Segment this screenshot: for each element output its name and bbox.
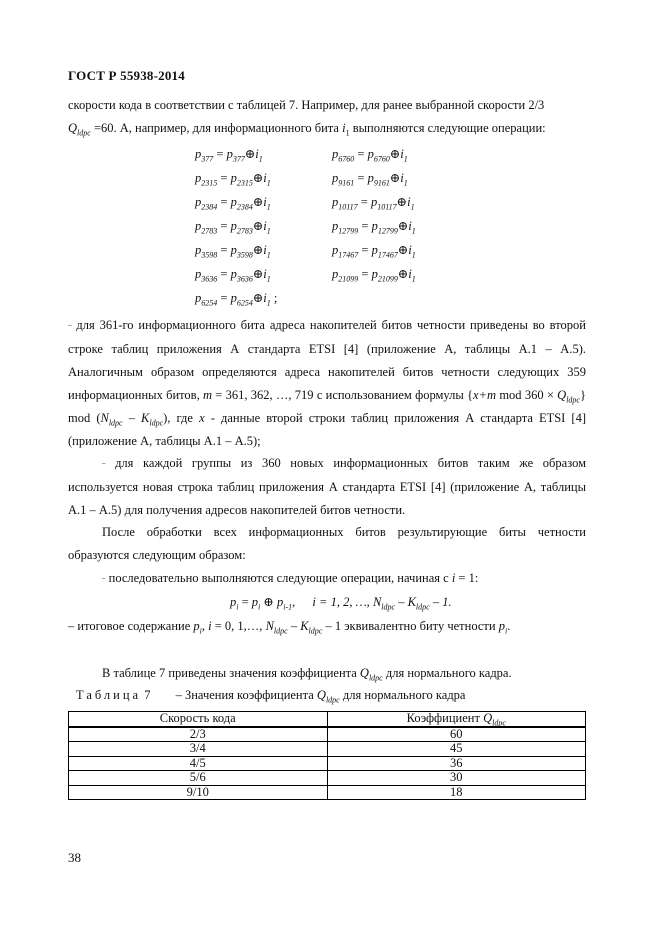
eq-part: p [230, 243, 237, 257]
coef-header-sub: ldpc [492, 718, 506, 728]
coef-header-q: Q [483, 711, 493, 725]
formula-s1: i [236, 602, 239, 612]
para6-text2: для нормального кадра. [382, 666, 512, 680]
eq-part: = [217, 291, 231, 305]
eq-part: 6760 [338, 154, 355, 164]
caption-q-sub: ldpc [325, 695, 340, 705]
k-var: K [300, 619, 309, 633]
document-header: ГОСТ Р 55938-2014 [68, 68, 185, 83]
paragraph-after-processing: После обработки всех информационных битов результирующие биты четности образуются следующим образом: [68, 525, 586, 562]
table-row [69, 771, 586, 786]
table-row [69, 727, 586, 742]
intro-line1: скорости кода в соответствии с таблицей 7. Например, для ранее выбранной скорости 2/3 [68, 98, 545, 112]
para1-text1: для 361-го информационного бита адреса накопителей битов четности приведены во второй строке таблиц приложения А стандарта ETSI [4] (приложение А, таблицы А.1 – А.5). Аналогичным образом определяются адреса накопителей битов четности следующих 359 информационных битов, [68, 318, 586, 402]
formula-k-sub: ldpc [415, 602, 430, 612]
eq-part: = [217, 195, 231, 209]
eq-part: p [195, 267, 202, 281]
eq-part: 1 [403, 178, 408, 188]
eq-part: ⊕ [252, 267, 264, 281]
coef-header-text: Коэффициент [406, 711, 484, 725]
eq-part: 1 [411, 226, 416, 236]
xor-operator: ⊕ [260, 595, 278, 609]
p-sub: i [199, 626, 202, 636]
eq-part: p [195, 243, 202, 257]
eq-part: ⊕ [397, 219, 409, 233]
q-sub: ldpc [368, 673, 383, 683]
eq-part: = [213, 147, 227, 161]
eq-part: 2315 [236, 178, 253, 188]
eq-part: i [263, 243, 267, 257]
eq-part: p [371, 243, 378, 257]
eq-part: ⊕ [244, 147, 256, 161]
paragraph-groups [68, 452, 586, 522]
cell-rate: 9/10 [69, 785, 328, 800]
eq-part: i [400, 147, 404, 161]
eq-part: = [357, 195, 371, 209]
paragraph-final-content [68, 615, 586, 638]
para4-text: последовательно выполняются следующие операции, начиная с [105, 571, 452, 585]
eq-part: p [332, 171, 339, 185]
list-dash: – [102, 574, 106, 583]
paragraph-sequential [68, 567, 586, 591]
formula-range: i = 1, 2, …, [312, 595, 373, 609]
eq-part: p [371, 219, 378, 233]
q-var: Q [359, 666, 369, 680]
table-caption [76, 688, 465, 703]
cell-rate: 4/5 [69, 756, 328, 771]
parity-equation-left-0 [195, 146, 263, 162]
x-var: x [473, 387, 479, 402]
minus-sign: – [122, 410, 142, 425]
para5-text5: . [507, 619, 511, 633]
p-var: p [193, 619, 200, 633]
eq-part: 1 [410, 202, 415, 212]
eq-part: i [408, 267, 412, 281]
parity-equation-left-5 [195, 266, 271, 282]
parity-equation-right-4 [332, 242, 416, 258]
eq-part: p [370, 195, 378, 209]
n-var: N [100, 410, 109, 425]
eq-part: i [263, 267, 267, 281]
caption-text1: – Значения коэффициента [175, 688, 317, 702]
para1-text3: mod 360 × [496, 387, 558, 402]
eq-part: 1 [411, 250, 416, 260]
eq-part: ⊕ [252, 243, 264, 257]
eq-part: p [230, 195, 237, 209]
eq-part: 1 [266, 202, 271, 212]
eq-part: p [230, 171, 237, 185]
eq-part: 1 [411, 274, 416, 284]
para1-text2: = 361, 362, …, 719 с использованием формулы { [212, 387, 474, 402]
eq-part: = [358, 243, 372, 257]
eq-part: 21099 [338, 274, 359, 284]
eq-part: 6254 [236, 298, 253, 308]
formula-p3: p [277, 595, 284, 609]
eq-part: p [195, 195, 202, 209]
parity-equation-left-1 [195, 170, 271, 186]
eq-part: 12799 [338, 226, 359, 236]
q-sub: ldpc [566, 395, 580, 405]
caption-number: 7 [144, 688, 151, 702]
bit-symbol: i [342, 121, 346, 135]
eq-part: 2315 [201, 178, 218, 188]
eq-part: p [371, 267, 378, 281]
eq-part: 1 [266, 250, 271, 260]
formula-n-sub: ldpc [381, 602, 396, 612]
eq-part: 3636 [236, 274, 253, 284]
i-var: i [451, 571, 456, 585]
x-var-2: x [199, 410, 205, 425]
parity-equation-right-1 [332, 170, 408, 186]
eq-part: p [332, 195, 339, 209]
caption-q: Q [316, 688, 326, 702]
eq-part: 3598 [201, 250, 218, 260]
para1-text6: - данные второй строки таблиц приложения А стандарта ETSI [4] (приложение А, таблицы А.1 – А.5); [68, 410, 587, 448]
eq-part: p [332, 267, 339, 281]
column-header-rate: Скорость кода [69, 712, 328, 727]
cell-coef: 36 [327, 756, 586, 771]
eq-part: = [217, 171, 231, 185]
eq-part: = [217, 267, 231, 281]
bit-subscript: 1 [345, 128, 350, 138]
list-dash: – [102, 459, 106, 468]
eq-part: 9161 [338, 178, 355, 188]
eq-part: 6760 [373, 154, 390, 164]
formula-end: – 1. [429, 595, 452, 609]
cell-rate: 5/6 [69, 771, 328, 786]
eq-part: 2783 [236, 226, 253, 236]
eq-part: ⊕ [252, 291, 264, 305]
table-body [69, 727, 586, 800]
parity-equation-left-4 [195, 242, 271, 258]
eq-part: 17467 [338, 250, 359, 260]
eq-part: ⊕ [252, 171, 264, 185]
parity-equation-right-5 [332, 266, 416, 282]
eq-part: 1 [266, 178, 271, 188]
eq-part: i [408, 219, 412, 233]
eq-part: i [400, 171, 404, 185]
para2-text: для каждой группы из 360 новых информационных битов таким же образом используется новая строка таблиц приложения А стандарта ETSI [4] (приложение А, таблицы А.1 – А.5) для получения адресов накопителей битов четности. [68, 456, 586, 517]
table-header-row [69, 712, 586, 727]
formula-eq: = [238, 595, 252, 609]
eq-part: i [255, 147, 259, 161]
eq-part: 12799 [377, 226, 398, 236]
eq-part: 17467 [377, 250, 398, 260]
eq-part: = [354, 147, 368, 161]
eq-part: p [195, 291, 202, 305]
formula-s3: i-1 [283, 602, 293, 612]
p-sub-2: i [504, 626, 508, 636]
eq-part: i [263, 195, 267, 209]
cell-rate: 3/4 [69, 742, 328, 757]
k-sub: ldpc [149, 418, 164, 428]
n-sub: ldpc [273, 626, 288, 636]
eq-part: 1 [266, 298, 271, 308]
minus: – [287, 619, 301, 633]
formula-p1: p [230, 595, 237, 609]
caption-label: Таблица [76, 688, 142, 702]
cell-rate: 2/3 [69, 727, 328, 742]
n-sub: ldpc [108, 418, 123, 428]
eq-part: p [332, 219, 339, 233]
eq-part: p [226, 147, 233, 161]
eq-part: 21099 [377, 274, 398, 284]
cell-coef: 30 [327, 771, 586, 786]
para5-text3: = 0, 1,…, [211, 619, 266, 633]
q-var: Q [557, 387, 567, 402]
eq-part: = [217, 219, 231, 233]
eq-part: i [407, 195, 411, 209]
intro-line2-mid: =60. А, например, для информационного бита [90, 121, 343, 135]
parity-equation-right-0 [332, 146, 408, 162]
parity-equation-left-3 [195, 218, 271, 234]
paragraph-361-bit [68, 314, 586, 453]
eq-part: = [354, 171, 368, 185]
eq-part: p [230, 291, 237, 305]
page-number: 38 [68, 850, 81, 865]
eq-part: 10117 [338, 202, 358, 212]
eq-part: 10117 [377, 202, 397, 212]
formula-s2: i [258, 602, 261, 612]
n-var: N [265, 619, 274, 633]
eq-part: ⊕ [389, 147, 401, 161]
formula-minus: – [395, 595, 408, 609]
list-dash: – [68, 321, 72, 330]
parity-formula: $p_i = p_i$ ⊕ $p_{i-1}$, i = 1, 2, …, $N_{ldpc} - K_{ldpc} - 1$. [230, 595, 452, 612]
cell-coef: 18 [327, 785, 586, 800]
para4-eq: = 1: [455, 571, 479, 585]
eq-part: i [263, 171, 267, 185]
eq-part: 377 [232, 154, 245, 164]
formula-k: K [407, 595, 416, 609]
eq-part: ⊕ [397, 243, 409, 257]
q-symbol: Q [68, 121, 78, 135]
eq-part: p [230, 219, 237, 233]
eq-part: p [332, 147, 339, 161]
coefficient-table [68, 711, 586, 800]
i-var: i [208, 619, 212, 633]
cell-coef: 60 [327, 727, 586, 742]
formula-n: N [372, 595, 382, 609]
paragraph-table-intro [68, 662, 586, 685]
eq-part: i [263, 219, 267, 233]
para6-text1: В таблице 7 приведены значения коэффициента [102, 666, 360, 680]
eq-part: 9161 [373, 178, 390, 188]
para1-text5: ), где [163, 410, 200, 425]
p-var-2: p [498, 619, 505, 633]
para1-text4: } mod ( [68, 387, 586, 425]
plus-m: +m [478, 387, 497, 402]
m-var: m [202, 387, 213, 402]
eq-part: = [358, 267, 372, 281]
caption-text2: для нормального кадра [339, 688, 466, 702]
table-row [69, 756, 586, 771]
parity-equation-left-6 [195, 290, 277, 306]
eq-part: = [358, 219, 372, 233]
parity-equation-right-3 [332, 218, 416, 234]
eq-part: p [195, 147, 202, 161]
eq-part: p [230, 267, 237, 281]
eq-part: 377 [201, 154, 214, 164]
eq-part: 1 [258, 154, 263, 164]
eq-part: 2384 [236, 202, 253, 212]
table-row [69, 785, 586, 800]
eq-part: i [263, 291, 267, 305]
eq-part: 1 [403, 154, 408, 164]
formula-p2: p [251, 595, 259, 609]
eq-part: 6254 [201, 298, 218, 308]
eq-part: 1 [266, 274, 271, 284]
eq-part: 3598 [236, 250, 253, 260]
para5-text4: – 1 эквивалентно биту четности [322, 619, 499, 633]
parity-equation-right-2 [332, 194, 415, 210]
eq-part: 3636 [201, 274, 218, 284]
eq-part: p [195, 219, 202, 233]
eq-part: ⊕ [252, 219, 264, 233]
q-subscript: ldpc [77, 128, 91, 138]
eq-part: p [367, 147, 374, 161]
table-row [69, 742, 586, 757]
intro-line2-end: выполняются следующие операции: [349, 121, 546, 135]
column-header-coef [327, 712, 586, 727]
eq-part: p [195, 171, 202, 185]
para5-text1: – итоговое содержание [68, 619, 194, 633]
intro-paragraph [68, 94, 586, 140]
eq-part: 1 [266, 226, 271, 236]
eq-part: = [217, 243, 231, 257]
eq-part: 2783 [201, 226, 218, 236]
eq-part: ⊕ [252, 195, 264, 209]
para5-text2: , [201, 619, 209, 633]
parity-equation-left-2 [195, 194, 271, 210]
cell-coef: 45 [327, 742, 586, 757]
eq-part: 2384 [201, 202, 218, 212]
eq-part: ⊕ [396, 195, 408, 209]
eq-part: i [408, 243, 412, 257]
k-var: K [141, 410, 150, 425]
eq-suffix: ; [270, 291, 278, 305]
eq-part: ⊕ [397, 267, 409, 281]
eq-part: ⊕ [389, 171, 401, 185]
eq-part: p [332, 243, 339, 257]
k-sub: ldpc [308, 626, 323, 636]
eq-part: p [367, 171, 374, 185]
